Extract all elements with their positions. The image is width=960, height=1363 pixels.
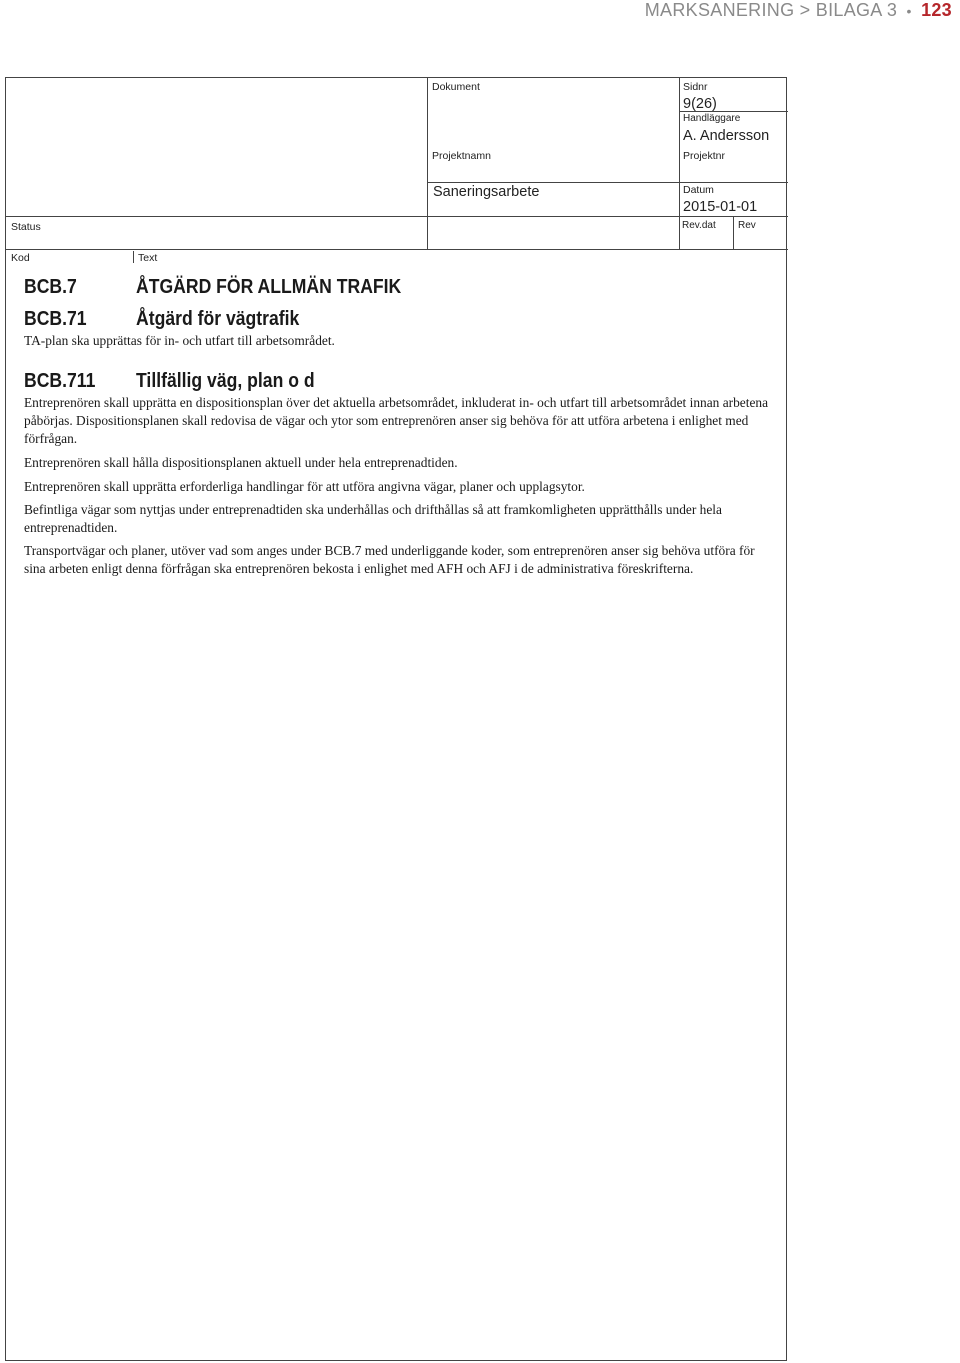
rev-label: Rev	[738, 220, 756, 231]
projektnr-label: Projektnr	[683, 150, 726, 162]
page-number: 123	[921, 0, 952, 20]
handlaggare-label: Handläggare	[683, 113, 741, 124]
paragraph: TA-plan ska upprättas för in- och utfart till arbetsområdet.	[24, 333, 335, 348]
paragraph: Transportvägar och planer, utöver vad som anges under BCB.7 med underliggande koder, som entreprenören anser sig behöva utföra för sina arbeten enligt denna förfrågan ska entreprenören bekosta i enlighet med AFH och AFJ i de administrativa föreskrifterna.	[24, 543, 755, 576]
page-header	[645, 0, 952, 22]
divider	[733, 216, 734, 249]
section-title: Åtgärd för vägtrafik	[136, 308, 300, 330]
divider	[6, 216, 788, 217]
datum-label: Datum	[683, 184, 714, 196]
section-code: BCB.71	[24, 308, 87, 330]
divider	[133, 251, 134, 263]
divider	[6, 249, 788, 250]
datum-value: 2015-01-01	[683, 199, 758, 215]
sidnr-label: Sidnr	[683, 81, 708, 93]
sidnr-value: 9(26)	[683, 96, 717, 112]
divider	[427, 182, 788, 183]
handlaggare-value: A. Andersson	[683, 128, 770, 144]
section-path: MARKSANERING > BILAGA 3	[644, 0, 898, 20]
paragraph: Entreprenören skall hålla dispositionsplanen aktuell under hela entreprenadtiden.	[24, 455, 458, 470]
kod-label: Kod	[11, 252, 30, 264]
divider	[679, 78, 680, 249]
revdat-label: Rev.dat	[682, 220, 716, 231]
paragraph: Entreprenören skall upprätta erforderliga handlingar för att utföra angivna vägar, planer och upplagsytor.	[24, 479, 585, 494]
paragraph: Befintliga vägar som nyttjas under entreprenadtiden ska underhållas och drifthållas så att framkomligheten upprätthålls under hela entreprenadtiden.	[24, 502, 722, 535]
divider	[427, 78, 428, 249]
dokument-label: Dokument	[432, 81, 480, 93]
projektnamn-label: Projektnamn	[432, 150, 491, 162]
section-code: BCB.711	[24, 370, 96, 392]
document-frame	[5, 77, 787, 1361]
status-label: Status	[11, 221, 41, 233]
separator-dot: •	[906, 3, 912, 19]
section-code: BCB.7	[24, 276, 77, 298]
text-label: Text	[138, 252, 158, 264]
section-title: ÅTGÄRD FÖR ALLMÄN TRAFIK	[136, 276, 402, 298]
paragraph: Entreprenören skall upprätta en dispositionsplan över det aktuella arbetsområdet, inkluderat in- och utfart till arbetsområdet innan arbetena påbörjas. Dispositionsplanen skall redovisa de vägar och ytor som entreprenören anser sig behöva för att utföra arbetena i enlighet med förfrågan.	[24, 395, 769, 446]
projektnamn-value: Saneringsarbete	[433, 184, 540, 200]
section-title: Tillfällig väg, plan o d	[136, 370, 315, 392]
